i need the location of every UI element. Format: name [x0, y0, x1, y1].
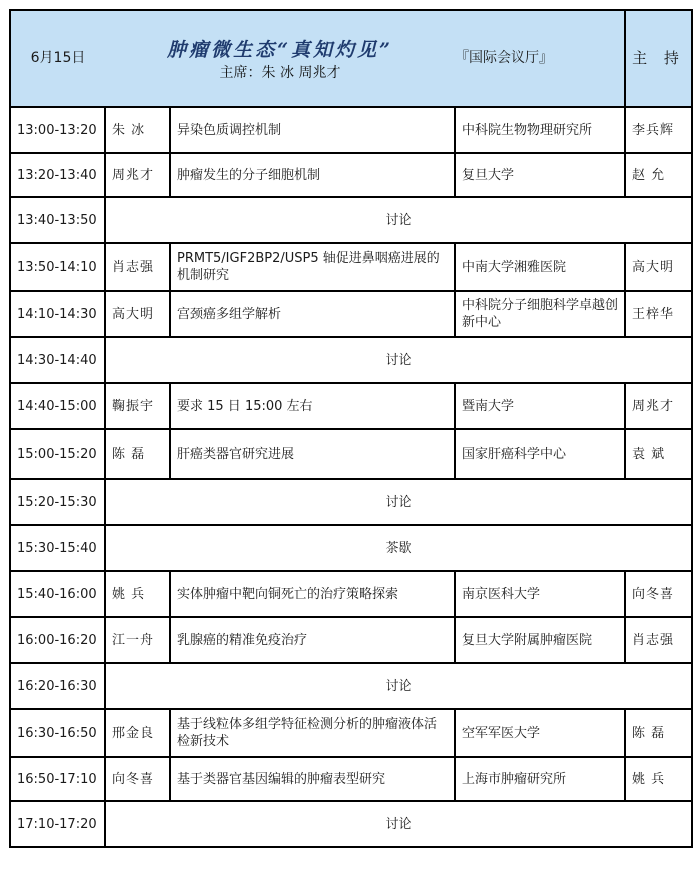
break-row [10, 337, 692, 383]
break-label: 讨论 [105, 337, 692, 383]
break-row [10, 663, 692, 709]
time-slot: 15:30-15:40 [10, 525, 105, 571]
talk-topic: PRMT5/IGF2BP2/USP5 轴促进鼻咽癌进展的机制研究 [170, 243, 455, 291]
institution: 中科院生物物理研究所 [455, 107, 625, 153]
session-title-block [105, 10, 455, 107]
host-name: 肖志强 [625, 617, 692, 663]
session-chairs: 主席：朱 冰 周兆才 [219, 64, 341, 81]
institution: 南京医科大学 [455, 571, 625, 617]
break-label: 讨论 [105, 197, 692, 243]
header-row [10, 10, 692, 107]
talk-topic: 异染色质调控机制 [170, 107, 455, 153]
speaker-name: 肖志强 [105, 243, 170, 291]
host-name: 袁 斌 [625, 429, 692, 479]
institution: 复旦大学 [455, 153, 625, 197]
institution: 中南大学湘雅医院 [455, 243, 625, 291]
break-row [10, 801, 692, 847]
speaker-name: 朱 冰 [105, 107, 170, 153]
time-slot: 15:20-15:30 [10, 479, 105, 525]
talk-row [10, 153, 692, 197]
host-name: 周兆才 [625, 383, 692, 429]
time-slot: 16:50-17:10 [10, 757, 105, 801]
speaker-name: 邢金良 [105, 709, 170, 757]
host-column-header: 主 持 [625, 10, 692, 107]
talk-topic: 基于线粒体多组学特征检测分析的肿瘤液体活检新技术 [170, 709, 455, 757]
talk-row [10, 757, 692, 801]
speaker-name: 向冬喜 [105, 757, 170, 801]
talk-topic: 肝癌类器官研究进展 [170, 429, 455, 479]
talk-row [10, 383, 692, 429]
speaker-name: 陈 磊 [105, 429, 170, 479]
host-name: 姚 兵 [625, 757, 692, 801]
speaker-name: 高大明 [105, 291, 170, 337]
talk-topic: 实体肿瘤中靶向铜死亡的治疗策略探索 [170, 571, 455, 617]
schedule-table [9, 9, 693, 848]
institution: 国家肝癌科学中心 [455, 429, 625, 479]
host-name: 赵 允 [625, 153, 692, 197]
talk-row [10, 709, 692, 757]
talk-row [10, 429, 692, 479]
time-slot: 16:00-16:20 [10, 617, 105, 663]
time-slot: 13:00-13:20 [10, 107, 105, 153]
host-name: 李兵辉 [625, 107, 692, 153]
break-label: 茶歇 [105, 525, 692, 571]
time-slot: 16:30-16:50 [10, 709, 105, 757]
time-slot: 13:50-14:10 [10, 243, 105, 291]
session-date: 6月15日 [10, 10, 105, 107]
talk-topic: 基于类器官基因编辑的肿瘤表型研究 [170, 757, 455, 801]
institution: 暨南大学 [455, 383, 625, 429]
session-title: 肿瘤微生态“真知灼见” [167, 38, 393, 61]
time-slot: 14:10-14:30 [10, 291, 105, 337]
speaker-name: 周兆才 [105, 153, 170, 197]
speaker-name: 鞠振宇 [105, 383, 170, 429]
talk-topic: 乳腺癌的精准免疫治疗 [170, 617, 455, 663]
host-name: 向冬喜 [625, 571, 692, 617]
institution: 空军军医大学 [455, 709, 625, 757]
break-row [10, 525, 692, 571]
institution: 复旦大学附属肿瘤医院 [455, 617, 625, 663]
talk-row [10, 291, 692, 337]
time-slot: 14:30-14:40 [10, 337, 105, 383]
host-name: 高大明 [625, 243, 692, 291]
talk-row [10, 571, 692, 617]
session-venue: 『国际会议厅』 [455, 10, 625, 107]
time-slot: 15:40-16:00 [10, 571, 105, 617]
break-row [10, 197, 692, 243]
time-slot: 13:40-13:50 [10, 197, 105, 243]
institution: 上海市肿瘤研究所 [455, 757, 625, 801]
time-slot: 16:20-16:30 [10, 663, 105, 709]
host-name: 陈 磊 [625, 709, 692, 757]
talk-row [10, 107, 692, 153]
time-slot: 14:40-15:00 [10, 383, 105, 429]
institution: 中科院分子细胞科学卓越创新中心 [455, 291, 625, 337]
speaker-name: 姚 兵 [105, 571, 170, 617]
break-label: 讨论 [105, 479, 692, 525]
break-label: 讨论 [105, 663, 692, 709]
speaker-name: 江一舟 [105, 617, 170, 663]
talk-row [10, 243, 692, 291]
talk-topic: 宫颈癌多组学解析 [170, 291, 455, 337]
talk-topic: 肿瘤发生的分子细胞机制 [170, 153, 455, 197]
talk-row [10, 617, 692, 663]
break-label: 讨论 [105, 801, 692, 847]
talk-topic: 要求 15 日 15:00 左右 [170, 383, 455, 429]
host-name: 王梓华 [625, 291, 692, 337]
time-slot: 13:20-13:40 [10, 153, 105, 197]
break-row [10, 479, 692, 525]
time-slot: 15:00-15:20 [10, 429, 105, 479]
time-slot: 17:10-17:20 [10, 801, 105, 847]
